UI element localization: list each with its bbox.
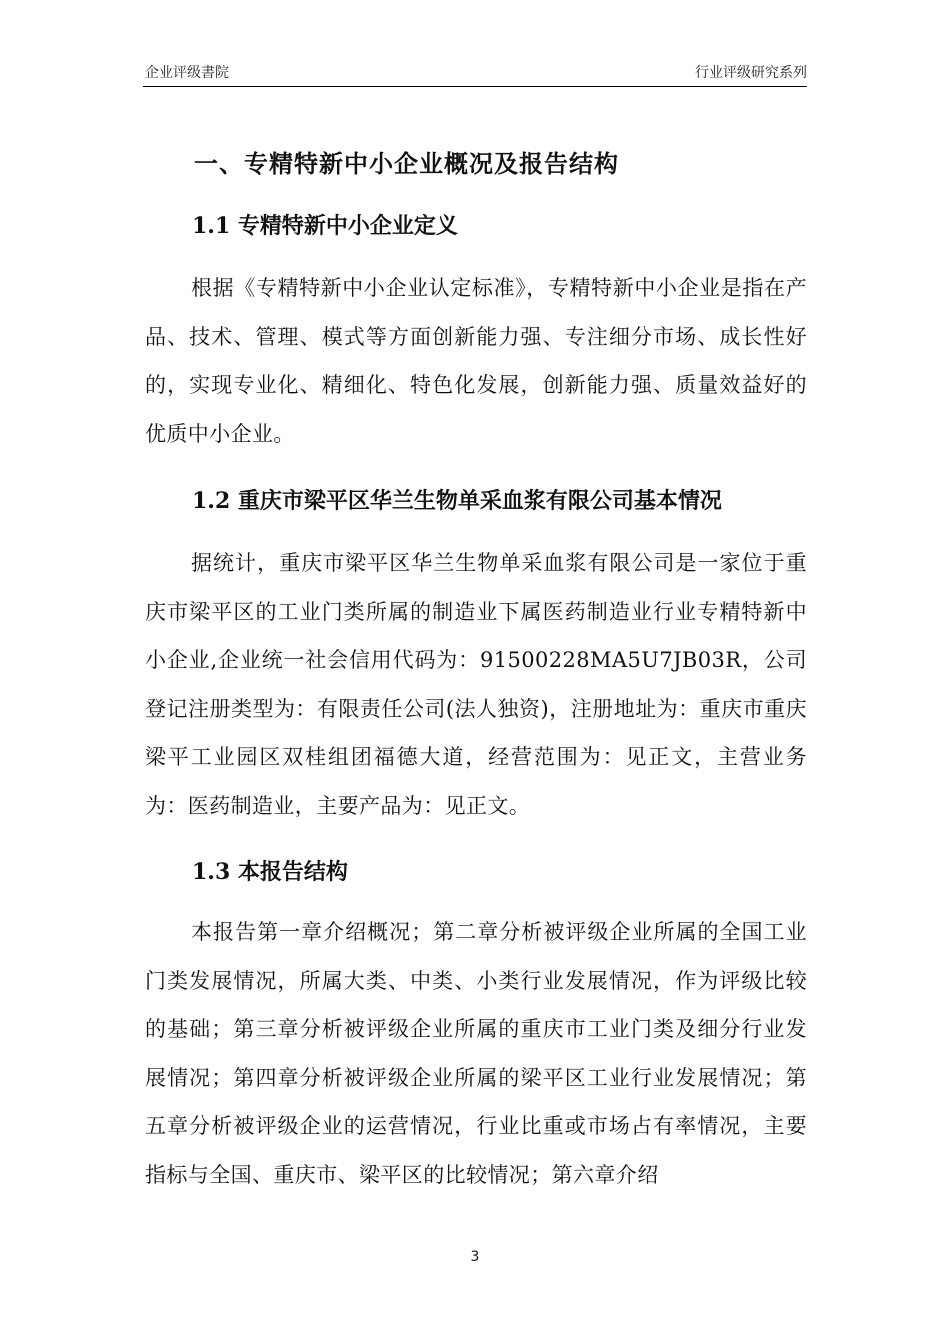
section-paragraph-1-1: 根据《专精特新中小企业认定标准》，专精特新中小企业是指在产品、技术、管理、模式等方面创新能力强、专注细分市场、成长性好的，实现专业化、精细化、特色化发展，创新能力强、质量效益好的优质中小企业。 xyxy=(145,276,807,446)
header-right-title: 行业评级研究系列 xyxy=(695,65,807,81)
section-heading-1-2: 1.2 重庆市梁平区华兰生物单采血浆有限公司基本情况 xyxy=(192,488,722,514)
header-divider xyxy=(143,86,807,87)
chapter-title: 一、专精特新中小企业概况及报告结构 xyxy=(194,149,619,178)
section-heading-1-3: 1.3 本报告结构 xyxy=(192,859,348,885)
section-paragraph-1-2: 据统计，重庆市梁平区华兰生物单采血浆有限公司是一家位于重庆市梁平区的工业门类所属的制造业下属医药制造业行业专精特新中小企业,企业统一社会信用代码为：91500228MA5U7JB03R，公司登记注册类型为：有限责任公司(法人独资)，注册地址为：重庆市重庆梁平工业园区双桂组团福德大道，经营范围为：见正文，主营业务为：医药制造业，主要产品为：见正文。 xyxy=(145,551,807,818)
page-number: 3 xyxy=(470,1249,480,1265)
section-paragraph-1-3: 本报告第一章介绍概况；第二章分析被评级企业所属的全国工业门类发展情况，所属大类、中类、小类行业发展情况，作为评级比较的基础；第三章分析被评级企业所属的重庆市工业门类及细分行业发展情况；第四章分析被评级企业所属的梁平区工业行业发展情况；第五章分析被评级企业的运营情况，行业比重或市场占有率情况，主要指标与全国、重庆市、梁平区的比较情况；第六章介绍 xyxy=(145,920,807,1187)
header-left-title: 企业评级書院 xyxy=(145,65,229,81)
section-heading-1-1: 1.1 专精特新中小企业定义 xyxy=(192,213,458,239)
